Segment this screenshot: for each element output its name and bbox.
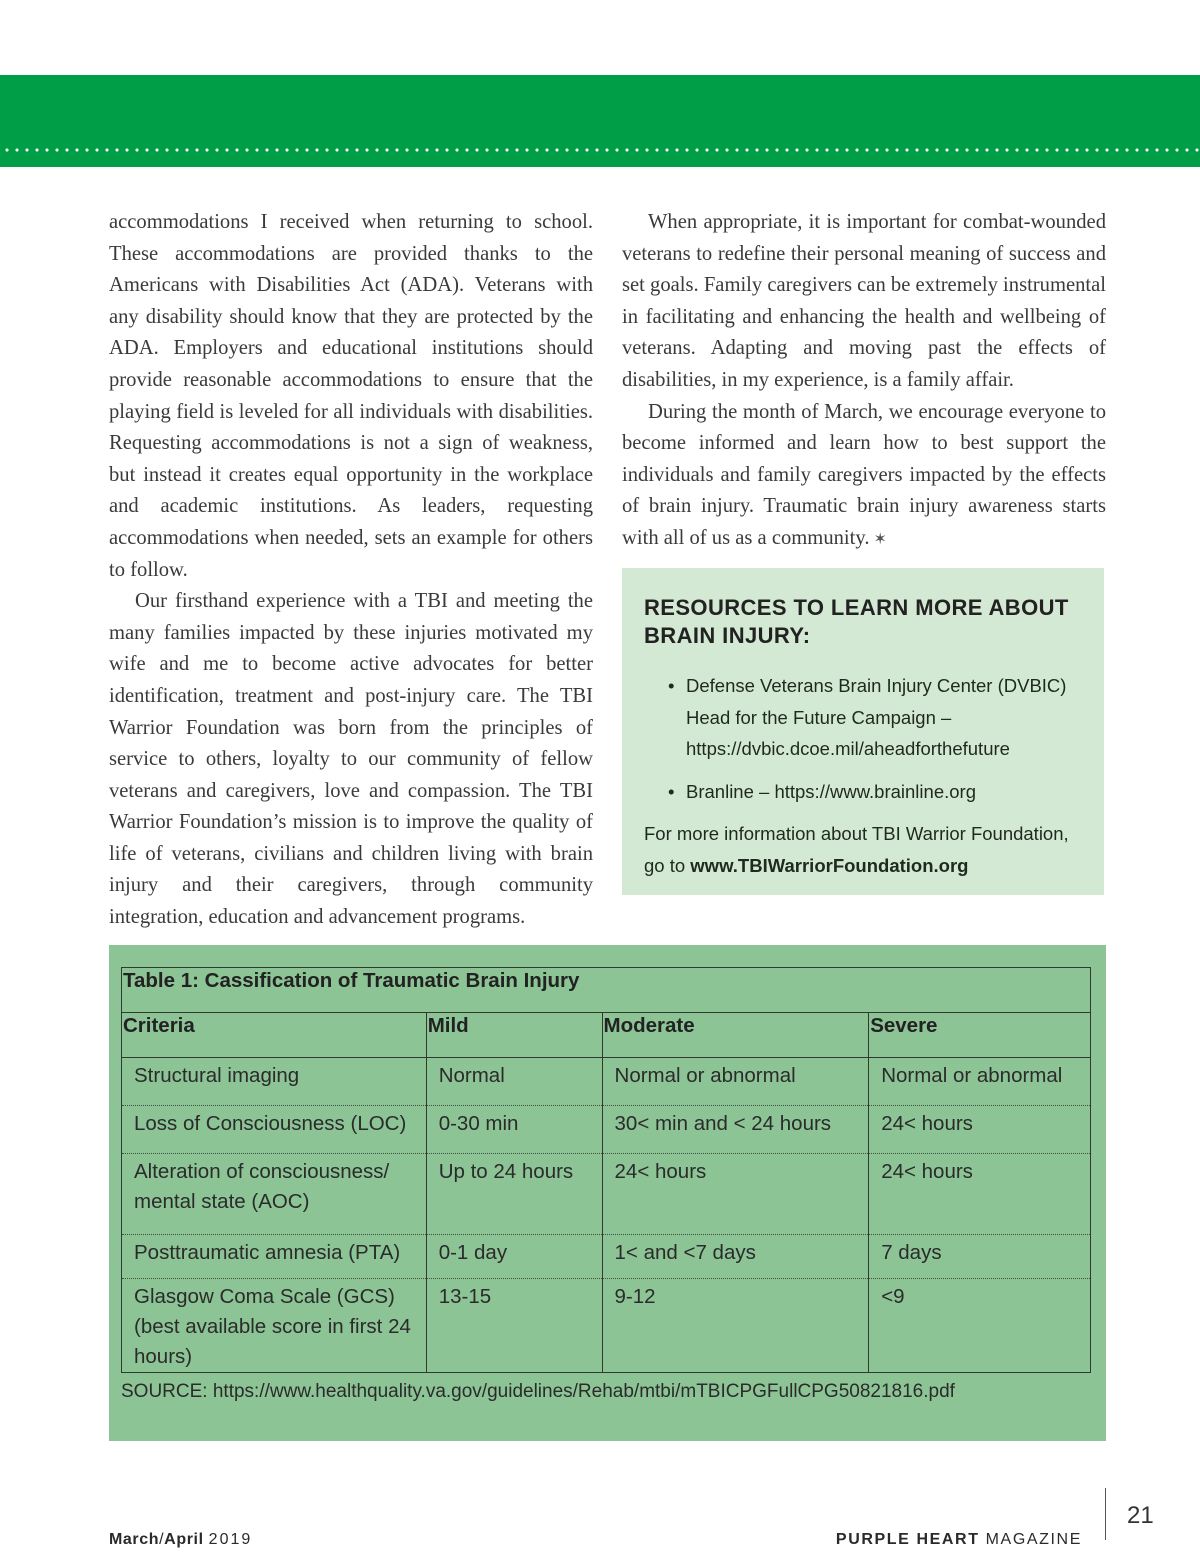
magazine-name xyxy=(836,1531,1082,1549)
table-cell: 24< hours xyxy=(869,1106,1091,1154)
tbi-table-panel xyxy=(109,945,1106,1441)
issue-year: 2019 xyxy=(208,1531,253,1548)
table-cell: Glasgow Coma Scale (GCS) (best available score in first 24 hours) xyxy=(122,1279,427,1373)
resources-list xyxy=(644,670,1082,807)
table-cell: Loss of Consciousness (LOC) xyxy=(122,1106,427,1154)
issue-month-2: April xyxy=(164,1531,204,1548)
bullet-icon: • xyxy=(668,675,675,696)
table-cell: 7 days xyxy=(869,1235,1091,1279)
table-source: SOURCE: https://www.healthquality.va.gov/guidelines/Rehab/mtbi/mTBICPGFullCPG50821816.pdf xyxy=(121,1381,955,1402)
table-cell: 1< and <7 days xyxy=(602,1235,869,1279)
table-cell: Posttraumatic amnesia (PTA) xyxy=(122,1235,427,1279)
table-cell: 24< hours xyxy=(602,1154,869,1235)
resource-line: Head for the Future Campaign – xyxy=(686,706,952,728)
magazine-name-light: MAGAZINE xyxy=(985,1531,1082,1548)
table-header-row xyxy=(122,1013,1091,1058)
table-cell: Normal or abnormal xyxy=(602,1058,869,1106)
resources-box xyxy=(622,568,1104,895)
column-header: Mild xyxy=(426,1013,602,1058)
table-cell: Up to 24 hours xyxy=(426,1154,602,1235)
resource-item-dvbic xyxy=(668,670,1082,765)
table-row xyxy=(122,1235,1091,1279)
paragraph-text: During the month of March, we encourage everyone to become informed and learn how to best support the individuals and family caregivers impacted by the effects of brain injury. Traumatic brain injury awareness starts with all of us as a community. xyxy=(622,400,1106,549)
table-cell: Alteration of consciousness/ mental state (AOC) xyxy=(122,1154,427,1235)
table-title: Table 1: Cassification of Traumatic Brain Injury xyxy=(122,968,1091,1013)
table-row xyxy=(122,1106,1091,1154)
resource-line: Defense Veterans Brain Injury Center (DVBIC) xyxy=(686,675,1067,696)
table-cell: <9 xyxy=(869,1279,1091,1373)
table-cell: 0-1 day xyxy=(426,1235,602,1279)
more-info-text xyxy=(644,818,1082,881)
dotted-rule xyxy=(0,147,1200,153)
table-cell: Normal xyxy=(426,1058,602,1106)
issue-month: March xyxy=(109,1531,160,1548)
end-mark-icon: ✶ xyxy=(873,530,887,548)
page-number: 21 xyxy=(1127,1502,1154,1529)
table-cell: Structural imaging xyxy=(122,1058,427,1106)
more-info-prefix: For more information about TBI Warrior Foundation, go to xyxy=(644,823,1069,876)
table-row xyxy=(122,1279,1091,1373)
table-cell: 30< min and < 24 hours xyxy=(602,1106,869,1154)
issue-slash: / xyxy=(159,1531,165,1548)
table-cell: Normal or abnormal xyxy=(869,1058,1091,1106)
table-row xyxy=(122,1154,1091,1235)
article-paragraph: When appropriate, it is important for combat-wounded veterans to redefine their personal meaning of success and set goals. Family caregivers can be extremely instrumental in facilitating and enhancing the health and wellbeing of veterans. Adapting and moving past the effects of disabilities, in my experience, is a family affair. xyxy=(622,211,1106,391)
magazine-name-bold: PURPLE HEART xyxy=(835,1531,980,1548)
article-left-column xyxy=(109,207,593,934)
table-cell: 9-12 xyxy=(602,1279,869,1373)
article-paragraph: Our firsthand experience with a TBI and meeting the many families impacted by these injuries motivated my wife and me to become active advocates for better identification, treatment and post-injury care. The TBI Warrior Foundation was born from the principles of service to others, loyalty to our community of fellow veterans and caregivers, love and compassion. The TBI Warrior Foundation’s mission is to improve the quality of life of veterans, civilians and children living with brain injury and their caregivers, through community integration, education and advancement programs. xyxy=(109,590,593,929)
footer-divider xyxy=(1105,1488,1106,1540)
bullet-icon: • xyxy=(668,780,675,802)
column-header: Moderate xyxy=(602,1013,869,1058)
resource-link[interactable]: Branline – https://www.brainline.org xyxy=(686,780,976,802)
article-paragraph xyxy=(622,397,1106,556)
table-cell: 0-30 min xyxy=(426,1106,602,1154)
resource-link[interactable]: https://dvbic.dcoe.mil/aheadforthefuture xyxy=(686,738,1010,759)
tbi-classification-table xyxy=(121,967,1091,1373)
column-header: Criteria xyxy=(122,1013,427,1058)
table-row xyxy=(122,1058,1091,1106)
table-cell: 24< hours xyxy=(869,1154,1091,1235)
resources-title: RESOURCES TO LEARN MORE ABOUT BRAIN INJURY: xyxy=(644,595,1069,648)
header-green-band xyxy=(0,75,1200,167)
article-right-column xyxy=(622,207,1106,556)
resource-item-brainline xyxy=(668,776,1082,808)
foundation-link[interactable]: www.TBIWarriorFoundation.org xyxy=(690,854,969,876)
article-paragraph: accommodations I received when returning to school. These accommodations are provided thanks to the Americans with Disabilities Act (ADA). Veterans with any disability should know that they are protected by the ADA. Employers and educational institutions should provide reasonable accommodations to ensure that the playing field is leveled for all individuals with disabilities. Requesting accommodations is not a sign of weakness, but instead it creates equal opportunity in the workplace and academic institutions. As leaders, requesting accommodations when needed, sets an example for others to follow. xyxy=(109,211,593,581)
issue-date xyxy=(109,1531,252,1549)
table-cell: 13-15 xyxy=(426,1279,602,1373)
column-header: Severe xyxy=(869,1013,1091,1058)
